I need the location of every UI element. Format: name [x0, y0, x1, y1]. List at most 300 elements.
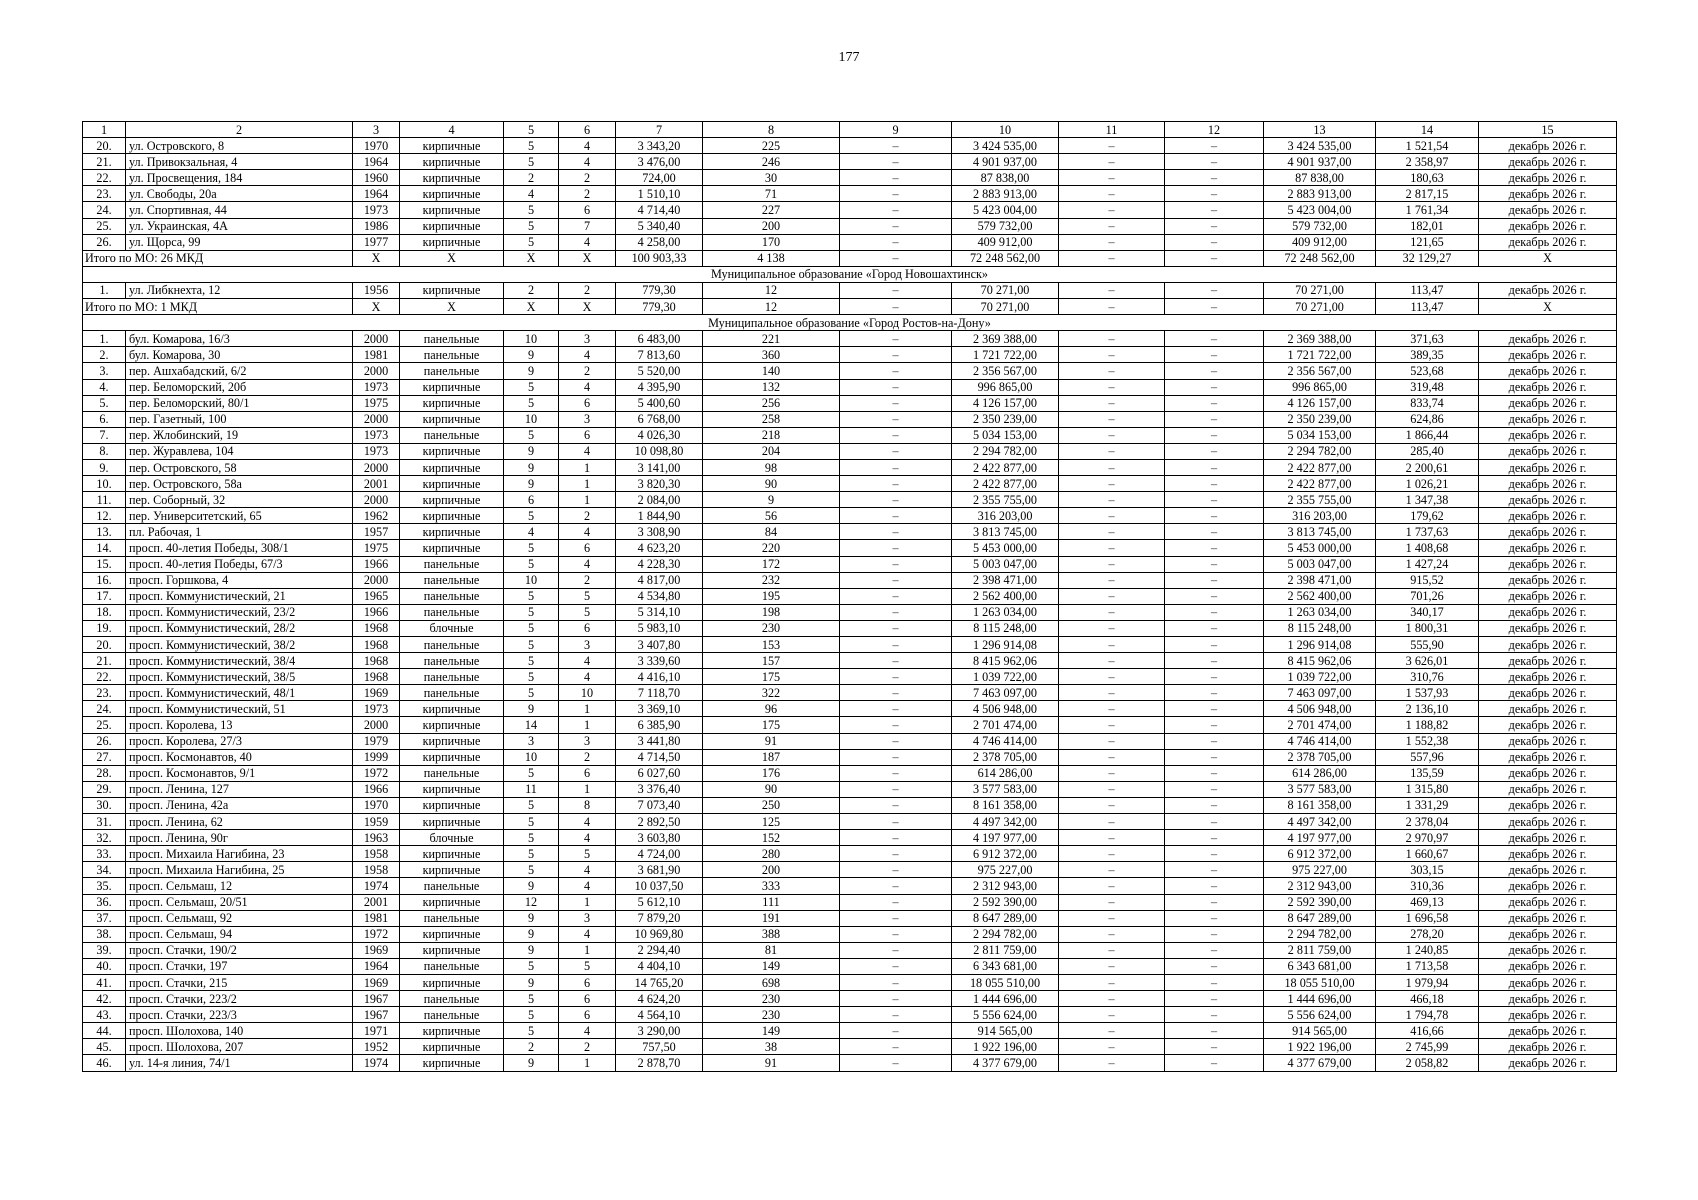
table-cell: 4 — [559, 814, 616, 830]
table-cell: – — [1059, 846, 1165, 862]
building-row — [83, 524, 1617, 540]
table-cell: 5 — [504, 653, 559, 669]
table-cell: – — [1059, 878, 1165, 894]
table-cell: – — [840, 347, 952, 363]
table-cell: 316 203,00 — [1264, 508, 1376, 524]
table-cell: 1 039 722,00 — [1264, 669, 1376, 685]
table-cell: – — [1165, 540, 1264, 556]
table-cell: – — [1059, 604, 1165, 620]
table-cell: кирпичные — [400, 846, 504, 862]
table-cell: 29. — [83, 781, 126, 797]
building-row — [83, 814, 1617, 830]
table-cell: 1974 — [353, 1055, 400, 1071]
table-cell: 4 377 679,00 — [952, 1055, 1059, 1071]
table-cell: 195 — [703, 588, 840, 604]
table-cell: 70 271,00 — [1264, 282, 1376, 298]
table-cell: 5 423 004,00 — [1264, 202, 1376, 218]
table-cell: 6 — [559, 540, 616, 556]
building-address: просп. Ленина, 90г — [126, 830, 353, 846]
table-cell: 19. — [83, 620, 126, 636]
table-cell: – — [840, 411, 952, 427]
building-row — [83, 476, 1617, 492]
table-cell: панельные — [400, 653, 504, 669]
table-cell: 227 — [703, 202, 840, 218]
table-cell: 2 562 400,00 — [952, 588, 1059, 604]
building-address: ул. Просвещения, 184 — [126, 170, 353, 186]
table-cell: – — [840, 765, 952, 781]
table-cell: 10. — [83, 476, 126, 492]
table-cell: 278,20 — [1376, 926, 1479, 942]
table-cell: – — [1165, 363, 1264, 379]
table-cell: – — [1059, 524, 1165, 540]
municipality-section-row — [83, 315, 1617, 331]
building-address: просп. Сельмаш, 20/51 — [126, 894, 353, 910]
table-cell: 2001 — [353, 894, 400, 910]
table-cell: – — [840, 894, 952, 910]
table-cell: 26. — [83, 733, 126, 749]
table-cell: 230 — [703, 991, 840, 1007]
table-cell: 2 970,97 — [1376, 830, 1479, 846]
table-cell: 111 — [703, 894, 840, 910]
table-cell: 1959 — [353, 814, 400, 830]
table-cell: панельные — [400, 958, 504, 974]
building-row — [83, 942, 1617, 958]
building-address: просп. Коммунистический, 51 — [126, 701, 353, 717]
table-cell: 175 — [703, 669, 840, 685]
table-cell: 9 — [504, 910, 559, 926]
table-cell: 2000 — [353, 363, 400, 379]
table-cell: декабрь 2026 г. — [1479, 556, 1617, 572]
table-cell: 975 227,00 — [1264, 862, 1376, 878]
table-cell: – — [1165, 459, 1264, 475]
table-cell: 28. — [83, 765, 126, 781]
table-cell: – — [840, 1023, 952, 1039]
table-cell: декабрь 2026 г. — [1479, 411, 1617, 427]
table-cell: панельные — [400, 347, 504, 363]
table-cell: 4 901 937,00 — [1264, 154, 1376, 170]
table-cell: – — [1165, 701, 1264, 717]
table-cell: 96 — [703, 701, 840, 717]
total-cell: 4 138 — [703, 250, 840, 266]
building-address: просп. Стачки, 215 — [126, 974, 353, 990]
table-cell: – — [1165, 331, 1264, 347]
building-row — [83, 910, 1617, 926]
building-address: просп. Шолохова, 207 — [126, 1039, 353, 1055]
table-cell: 1 — [559, 894, 616, 910]
table-cell: 4 126 157,00 — [952, 395, 1059, 411]
table-cell: 3 813 745,00 — [1264, 524, 1376, 540]
building-row — [83, 846, 1617, 862]
table-cell: 225 — [703, 138, 840, 154]
table-cell: 2000 — [353, 492, 400, 508]
building-address: просп. 40-летия Победы, 67/3 — [126, 556, 353, 572]
table-cell: 6 — [559, 620, 616, 636]
building-address: просп. Коммунистический, 48/1 — [126, 685, 353, 701]
table-cell: 5 400,60 — [616, 395, 703, 411]
table-cell: – — [1059, 733, 1165, 749]
table-cell: – — [1165, 572, 1264, 588]
table-cell: 2 294 782,00 — [952, 443, 1059, 459]
table-cell: – — [1059, 653, 1165, 669]
total-cell: X — [353, 299, 400, 315]
table-cell: 371,63 — [1376, 331, 1479, 347]
table-cell: 3 577 583,00 — [1264, 781, 1376, 797]
table-cell: 724,00 — [616, 170, 703, 186]
table-cell: 579 732,00 — [952, 218, 1059, 234]
table-cell: – — [1059, 186, 1165, 202]
table-cell: 37. — [83, 910, 126, 926]
building-address: ул. Либкнехта, 12 — [126, 282, 353, 298]
table-cell: 25. — [83, 717, 126, 733]
table-cell: панельные — [400, 572, 504, 588]
table-cell: – — [1059, 701, 1165, 717]
table-cell: 10 — [504, 331, 559, 347]
building-address: просп. Коммунистический, 38/4 — [126, 653, 353, 669]
table-cell: 614 286,00 — [952, 765, 1059, 781]
table-cell: 5 — [504, 958, 559, 974]
table-cell: 125 — [703, 814, 840, 830]
table-cell: 8 415 962,06 — [1264, 653, 1376, 669]
table-cell: – — [1165, 170, 1264, 186]
table-cell: – — [1165, 588, 1264, 604]
building-row — [83, 1055, 1617, 1071]
table-cell: 34. — [83, 862, 126, 878]
building-row — [83, 878, 1617, 894]
table-cell: 17. — [83, 588, 126, 604]
table-cell: 9 — [504, 701, 559, 717]
table-cell: 4 497 342,00 — [1264, 814, 1376, 830]
table-cell: 9 — [504, 926, 559, 942]
table-cell: 2 294,40 — [616, 942, 703, 958]
table-cell: кирпичные — [400, 411, 504, 427]
table-cell: 5 — [504, 395, 559, 411]
table-cell: – — [1059, 492, 1165, 508]
table-cell: 246 — [703, 154, 840, 170]
table-cell: 10 — [504, 572, 559, 588]
table-cell: – — [840, 282, 952, 298]
total-cell: – — [1059, 250, 1165, 266]
table-cell: – — [840, 653, 952, 669]
building-address: просп. Коммунистический, 23/2 — [126, 604, 353, 620]
table-cell: – — [1165, 604, 1264, 620]
table-cell: 4 746 414,00 — [952, 733, 1059, 749]
table-cell: 4 — [559, 1023, 616, 1039]
table-cell: 5 — [504, 637, 559, 653]
table-cell: – — [1165, 653, 1264, 669]
table-cell: 7 813,60 — [616, 347, 703, 363]
table-cell: 2 — [504, 282, 559, 298]
table-cell: 2 356 567,00 — [1264, 363, 1376, 379]
table-cell: 2 — [559, 186, 616, 202]
building-row — [83, 492, 1617, 508]
building-row — [83, 1039, 1617, 1055]
total-cell: – — [840, 299, 952, 315]
table-cell: 9 — [504, 476, 559, 492]
table-cell: 1957 — [353, 524, 400, 540]
table-cell: 2 562 400,00 — [1264, 588, 1376, 604]
table-cell: декабрь 2026 г. — [1479, 508, 1617, 524]
total-cell: 100 903,33 — [616, 250, 703, 266]
table-cell: 7. — [83, 427, 126, 443]
table-cell: декабрь 2026 г. — [1479, 443, 1617, 459]
table-cell: кирпичные — [400, 942, 504, 958]
table-cell: кирпичные — [400, 717, 504, 733]
table-cell: 256 — [703, 395, 840, 411]
table-cell: 310,76 — [1376, 669, 1479, 685]
table-cell: 1968 — [353, 620, 400, 636]
table-cell: – — [840, 234, 952, 250]
building-row — [83, 331, 1617, 347]
total-cell: X — [559, 299, 616, 315]
table-cell: – — [1059, 685, 1165, 701]
table-cell: декабрь 2026 г. — [1479, 524, 1617, 540]
table-cell: 3 — [559, 733, 616, 749]
table-cell: – — [1059, 540, 1165, 556]
table-cell: 5 453 000,00 — [1264, 540, 1376, 556]
table-cell: 4 714,40 — [616, 202, 703, 218]
building-address: просп. Сельмаш, 94 — [126, 926, 353, 942]
total-label: Итого по МО: 26 МКД — [83, 250, 353, 266]
table-cell: 1972 — [353, 765, 400, 781]
table-cell: декабрь 2026 г. — [1479, 958, 1617, 974]
table-cell: 153 — [703, 637, 840, 653]
table-cell: 2 — [559, 1039, 616, 1055]
table-cell: – — [840, 170, 952, 186]
column-number-cell: 4 — [400, 122, 504, 138]
table-cell: 1 — [559, 459, 616, 475]
table-cell: 2 422 877,00 — [1264, 476, 1376, 492]
table-cell: 1 — [559, 1055, 616, 1071]
table-cell: – — [1059, 170, 1165, 186]
table-cell: 7 — [559, 218, 616, 234]
table-cell: 6. — [83, 411, 126, 427]
table-cell: 915,52 — [1376, 572, 1479, 588]
table-cell: блочные — [400, 830, 504, 846]
table-cell: 1973 — [353, 427, 400, 443]
building-row — [83, 797, 1617, 813]
table-cell: – — [1059, 138, 1165, 154]
table-cell: 5 — [504, 154, 559, 170]
table-cell: 5 612,10 — [616, 894, 703, 910]
table-cell: – — [840, 572, 952, 588]
building-address: пер. Университетский, 65 — [126, 508, 353, 524]
table-cell: – — [1165, 427, 1264, 443]
table-cell: 4 — [559, 830, 616, 846]
table-cell: 5 — [504, 862, 559, 878]
table-cell: 1 510,10 — [616, 186, 703, 202]
table-cell: 1 — [559, 781, 616, 797]
building-address: пл. Рабочая, 1 — [126, 524, 353, 540]
table-cell: – — [1165, 508, 1264, 524]
table-cell: 2. — [83, 347, 126, 363]
building-address: пер. Журавлева, 104 — [126, 443, 353, 459]
table-cell: панельные — [400, 604, 504, 620]
building-row — [83, 1023, 1617, 1039]
building-row — [83, 186, 1617, 202]
table-cell: 11 — [504, 781, 559, 797]
table-cell: – — [1059, 765, 1165, 781]
table-cell: – — [840, 154, 952, 170]
table-cell: 16. — [83, 572, 126, 588]
table-cell: 1 — [559, 942, 616, 958]
table-cell: декабрь 2026 г. — [1479, 234, 1617, 250]
column-number-cell: 5 — [504, 122, 559, 138]
table-cell: 914 565,00 — [952, 1023, 1059, 1039]
table-cell: 2 — [559, 508, 616, 524]
table-cell: 4 — [559, 926, 616, 942]
column-number-cell: 7 — [616, 122, 703, 138]
table-cell: 41. — [83, 974, 126, 990]
table-cell: кирпичные — [400, 749, 504, 765]
table-cell: кирпичные — [400, 1023, 504, 1039]
table-cell: 2 — [559, 749, 616, 765]
table-cell: – — [1165, 991, 1264, 1007]
table-cell: – — [840, 958, 952, 974]
table-cell: 1964 — [353, 186, 400, 202]
table-cell: 5 314,10 — [616, 604, 703, 620]
table-cell: – — [1059, 974, 1165, 990]
table-cell: – — [1165, 556, 1264, 572]
table-cell: 46. — [83, 1055, 126, 1071]
table-cell: декабрь 2026 г. — [1479, 974, 1617, 990]
table-cell: 2 350 239,00 — [1264, 411, 1376, 427]
table-cell: 1 521,54 — [1376, 138, 1479, 154]
table-cell: – — [1165, 1007, 1264, 1023]
table-cell: – — [1059, 572, 1165, 588]
table-cell: 98 — [703, 459, 840, 475]
building-row — [83, 991, 1617, 1007]
table-cell: 1 296 914,08 — [952, 637, 1059, 653]
table-cell: 36. — [83, 894, 126, 910]
table-cell: кирпичные — [400, 733, 504, 749]
table-cell: декабрь 2026 г. — [1479, 701, 1617, 717]
table-cell: 1960 — [353, 170, 400, 186]
table-cell: – — [1059, 234, 1165, 250]
building-row — [83, 459, 1617, 475]
table-cell: 3 813 745,00 — [952, 524, 1059, 540]
table-cell: 23. — [83, 186, 126, 202]
table-cell: – — [1059, 910, 1165, 926]
table-cell: кирпичные — [400, 524, 504, 540]
table-cell: декабрь 2026 г. — [1479, 347, 1617, 363]
table-cell: 3 476,00 — [616, 154, 703, 170]
table-cell: 5 034 153,00 — [1264, 427, 1376, 443]
table-cell: 218 — [703, 427, 840, 443]
table-cell: – — [1165, 218, 1264, 234]
table-cell: – — [1165, 765, 1264, 781]
column-number-cell: 11 — [1059, 122, 1165, 138]
table-cell: 2 369 388,00 — [1264, 331, 1376, 347]
building-row — [83, 443, 1617, 459]
table-cell: 409 912,00 — [952, 234, 1059, 250]
municipality-section-row — [83, 266, 1617, 282]
column-number-cell: 8 — [703, 122, 840, 138]
table-cell: 2 — [559, 282, 616, 298]
table-cell: декабрь 2026 г. — [1479, 1007, 1617, 1023]
table-cell: – — [1165, 749, 1264, 765]
table-cell: кирпичные — [400, 186, 504, 202]
table-cell: 1 — [559, 476, 616, 492]
table-cell: – — [840, 846, 952, 862]
table-cell: 1958 — [353, 846, 400, 862]
table-cell: 230 — [703, 1007, 840, 1023]
table-cell: – — [840, 942, 952, 958]
table-cell: 4 404,10 — [616, 958, 703, 974]
table-cell: 87 838,00 — [952, 170, 1059, 186]
table-cell: 7 879,20 — [616, 910, 703, 926]
table-cell: 33. — [83, 846, 126, 862]
table-cell: 5 — [504, 814, 559, 830]
table-cell: – — [840, 524, 952, 540]
building-address: просп. 40-летия Победы, 308/1 — [126, 540, 353, 556]
table-cell: 3 — [559, 411, 616, 427]
building-row — [83, 170, 1617, 186]
table-cell: 10 — [559, 685, 616, 701]
building-row — [83, 427, 1617, 443]
table-cell: 624,86 — [1376, 411, 1479, 427]
table-cell: 1999 — [353, 749, 400, 765]
table-cell: 2000 — [353, 331, 400, 347]
building-address: ул. Спортивная, 44 — [126, 202, 353, 218]
building-row — [83, 637, 1617, 653]
table-cell: 1968 — [353, 669, 400, 685]
table-cell: – — [1165, 234, 1264, 250]
table-cell: декабрь 2026 г. — [1479, 765, 1617, 781]
table-cell: 2 — [559, 572, 616, 588]
table-cell: – — [1165, 669, 1264, 685]
table-cell: 5 — [504, 218, 559, 234]
table-cell: 2 312 943,00 — [1264, 878, 1376, 894]
table-cell: 22. — [83, 170, 126, 186]
table-cell: 1 240,85 — [1376, 942, 1479, 958]
table-cell: 4 714,50 — [616, 749, 703, 765]
table-cell: – — [840, 814, 952, 830]
table-cell: 2 398 471,00 — [1264, 572, 1376, 588]
table-cell: 43. — [83, 1007, 126, 1023]
table-cell: 8 115 248,00 — [1264, 620, 1376, 636]
table-cell: декабрь 2026 г. — [1479, 942, 1617, 958]
table-cell: 1 922 196,00 — [952, 1039, 1059, 1055]
table-cell: 996 865,00 — [1264, 379, 1376, 395]
total-cell: 72 248 562,00 — [952, 250, 1059, 266]
table-cell: декабрь 2026 г. — [1479, 138, 1617, 154]
table-cell: – — [1165, 878, 1264, 894]
table-cell: 2 398 471,00 — [952, 572, 1059, 588]
table-cell: – — [1165, 862, 1264, 878]
table-cell: 1970 — [353, 138, 400, 154]
table-cell: 6 — [559, 974, 616, 990]
table-cell: 157 — [703, 653, 840, 669]
table-cell: 2 294 782,00 — [1264, 926, 1376, 942]
table-cell: – — [840, 749, 952, 765]
table-cell: 14 765,20 — [616, 974, 703, 990]
table-cell: – — [1165, 154, 1264, 170]
table-cell: – — [1059, 637, 1165, 653]
table-cell: 6 912 372,00 — [1264, 846, 1376, 862]
table-cell: 250 — [703, 797, 840, 813]
table-cell: 3 820,30 — [616, 476, 703, 492]
table-cell: 44. — [83, 1023, 126, 1039]
table-cell: кирпичные — [400, 170, 504, 186]
table-cell: – — [1165, 138, 1264, 154]
table-cell: декабрь 2026 г. — [1479, 492, 1617, 508]
table-cell: 2 378 705,00 — [952, 749, 1059, 765]
table-cell: 914 565,00 — [1264, 1023, 1376, 1039]
table-cell: 30 — [703, 170, 840, 186]
table-cell: 303,15 — [1376, 862, 1479, 878]
table-cell: 409 912,00 — [1264, 234, 1376, 250]
table-cell: 698 — [703, 974, 840, 990]
